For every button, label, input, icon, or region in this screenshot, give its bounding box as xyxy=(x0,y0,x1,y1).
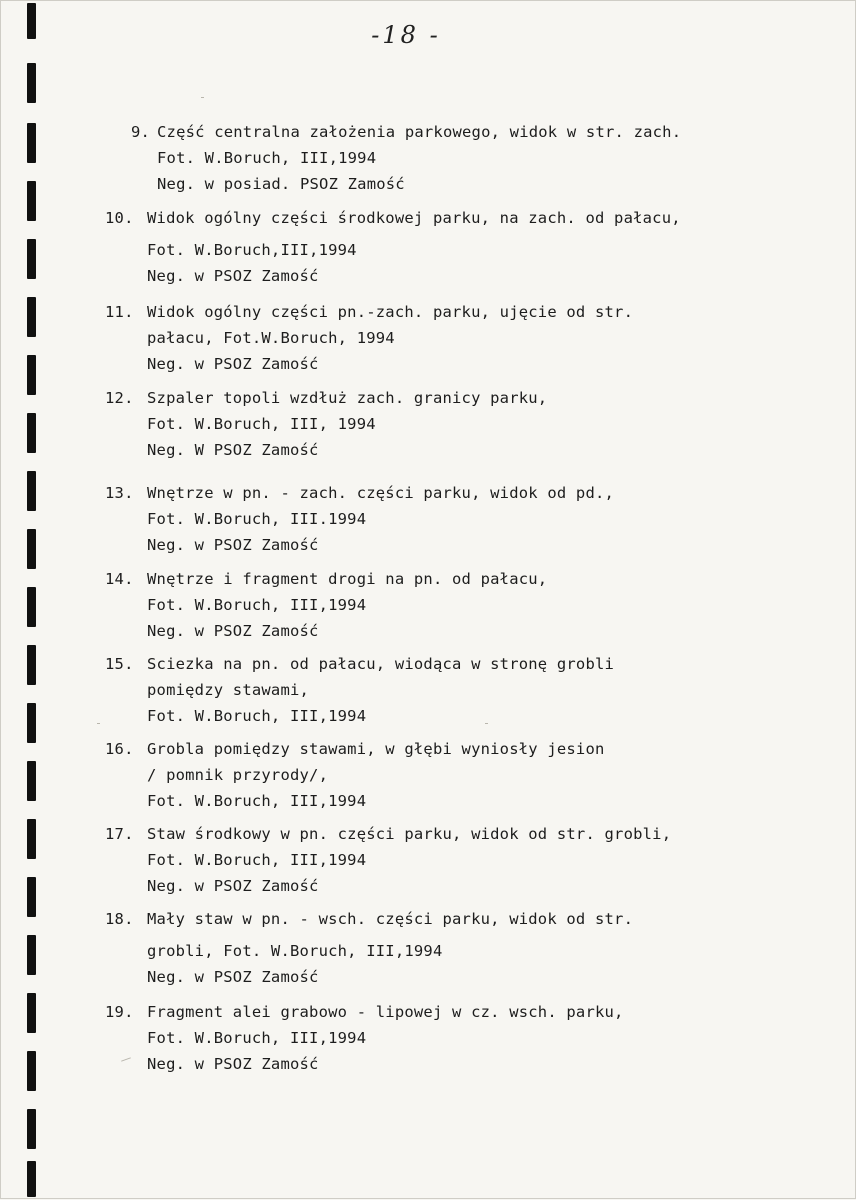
binding-mark xyxy=(27,703,36,743)
item-line: Widok ogólny części pn.-zach. parku, ujęcie od str. xyxy=(147,303,634,321)
item-number: 15. xyxy=(105,655,134,673)
item-line: Szpaler topoli wzdłuż zach. granicy parku, xyxy=(147,389,548,407)
item-number: 14. xyxy=(105,570,134,588)
item-line: Wnętrze i fragment drogi na pn. od pałacu, xyxy=(147,570,548,588)
binding-mark xyxy=(27,239,36,279)
binding-mark xyxy=(27,645,36,685)
binding-mark xyxy=(27,877,36,917)
binding-mark xyxy=(27,761,36,801)
list-item xyxy=(105,480,785,558)
item-line: Neg. w PSOZ Zamość xyxy=(147,1055,319,1073)
binding-mark xyxy=(27,297,36,337)
binding-mark xyxy=(27,819,36,859)
binding-mark xyxy=(27,355,36,395)
item-line: Neg. w PSOZ Zamość xyxy=(147,968,319,986)
item-number: 10. xyxy=(105,209,134,227)
item-line: Neg. w PSOZ Zamość xyxy=(147,622,319,640)
list-item xyxy=(105,651,785,729)
binding-mark xyxy=(27,181,36,221)
item-line: Neg. w posiad. PSOZ Zamość xyxy=(157,175,405,193)
item-line: Staw środkowy w pn. części parku, widok od str. grobli, xyxy=(147,825,672,843)
item-number: 19. xyxy=(105,1003,134,1021)
binding-mark xyxy=(27,587,36,627)
list-item xyxy=(105,385,785,463)
list-item xyxy=(105,566,785,644)
item-line: Wnętrze w pn. - zach. części parku, widok od pd., xyxy=(147,484,615,502)
item-line: pomiędzy stawami, xyxy=(147,681,310,699)
item-line: Neg. w PSOZ Zamość xyxy=(147,877,319,895)
binding-mark xyxy=(27,1161,36,1197)
binding-mark xyxy=(27,993,36,1033)
item-number: 16. xyxy=(105,740,134,758)
list-item xyxy=(105,999,785,1077)
item-line: Fot. W.Boruch, III,1994 xyxy=(147,792,367,810)
list-item xyxy=(105,906,785,990)
item-number: 11. xyxy=(105,303,134,321)
item-number: 12. xyxy=(105,389,134,407)
item-line: Neg. W PSOZ Zamość xyxy=(147,441,319,459)
item-line: Widok ogólny części środkowej parku, na zach. od pałacu, xyxy=(147,209,681,227)
list-item xyxy=(105,205,785,289)
binding-mark xyxy=(27,529,36,569)
item-line: Mały staw w pn. - wsch. części parku, widok od str. xyxy=(147,910,634,928)
item-line: / pomnik przyrody/, xyxy=(147,766,329,784)
binding-punch-marks xyxy=(27,1,39,1200)
paper-speck xyxy=(201,97,204,98)
item-line: Fot. W.Boruch, III, 1994 xyxy=(147,415,376,433)
item-line: Fot. W.Boruch, III,1994 xyxy=(147,851,367,869)
item-line: Fot. W.Boruch, III,1994 xyxy=(147,707,367,725)
item-line: Fot. W.Boruch,III,1994 xyxy=(147,241,357,259)
item-line: Część centralna założenia parkowego, widok w str. zach. xyxy=(157,123,682,141)
item-number: 17. xyxy=(105,825,134,843)
item-number: 13. xyxy=(105,484,134,502)
item-line: Sciezka na pn. od pałacu, wiodąca w stronę grobli xyxy=(147,655,615,673)
item-line: Fot. W.Boruch, III,1994 xyxy=(157,149,377,167)
item-line: pałacu, Fot.W.Boruch, 1994 xyxy=(147,329,395,347)
item-line: Neg. w PSOZ Zamość xyxy=(147,267,319,285)
binding-mark xyxy=(27,413,36,453)
page-number: -18 - xyxy=(371,21,441,49)
paper-speck xyxy=(485,723,488,724)
item-line: Neg. w PSOZ Zamość xyxy=(147,355,319,373)
item-line: Grobla pomiędzy stawami, w głębi wyniosły jesion xyxy=(147,740,605,758)
paper-speck xyxy=(97,723,100,724)
list-item xyxy=(131,119,811,197)
item-line: grobli, Fot. W.Boruch, III,1994 xyxy=(147,942,443,960)
list-item xyxy=(105,821,785,899)
binding-mark xyxy=(27,63,36,103)
list-item xyxy=(105,299,785,377)
item-line: Fragment alei grabowo - lipowej w cz. wsch. parku, xyxy=(147,1003,624,1021)
binding-mark xyxy=(27,3,36,39)
item-line: Fot. W.Boruch, III.1994 xyxy=(147,510,367,528)
item-line: Neg. w PSOZ Zamość xyxy=(147,536,319,554)
item-number: 18. xyxy=(105,910,134,928)
binding-mark xyxy=(27,1051,36,1091)
binding-mark xyxy=(27,935,36,975)
binding-mark xyxy=(27,123,36,163)
binding-mark xyxy=(27,1109,36,1149)
item-line: Fot. W.Boruch, III,1994 xyxy=(147,596,367,614)
list-item xyxy=(105,736,785,814)
binding-mark xyxy=(27,471,36,511)
item-line: Fot. W.Boruch, III,1994 xyxy=(147,1029,367,1047)
item-number: 9. xyxy=(131,123,151,141)
